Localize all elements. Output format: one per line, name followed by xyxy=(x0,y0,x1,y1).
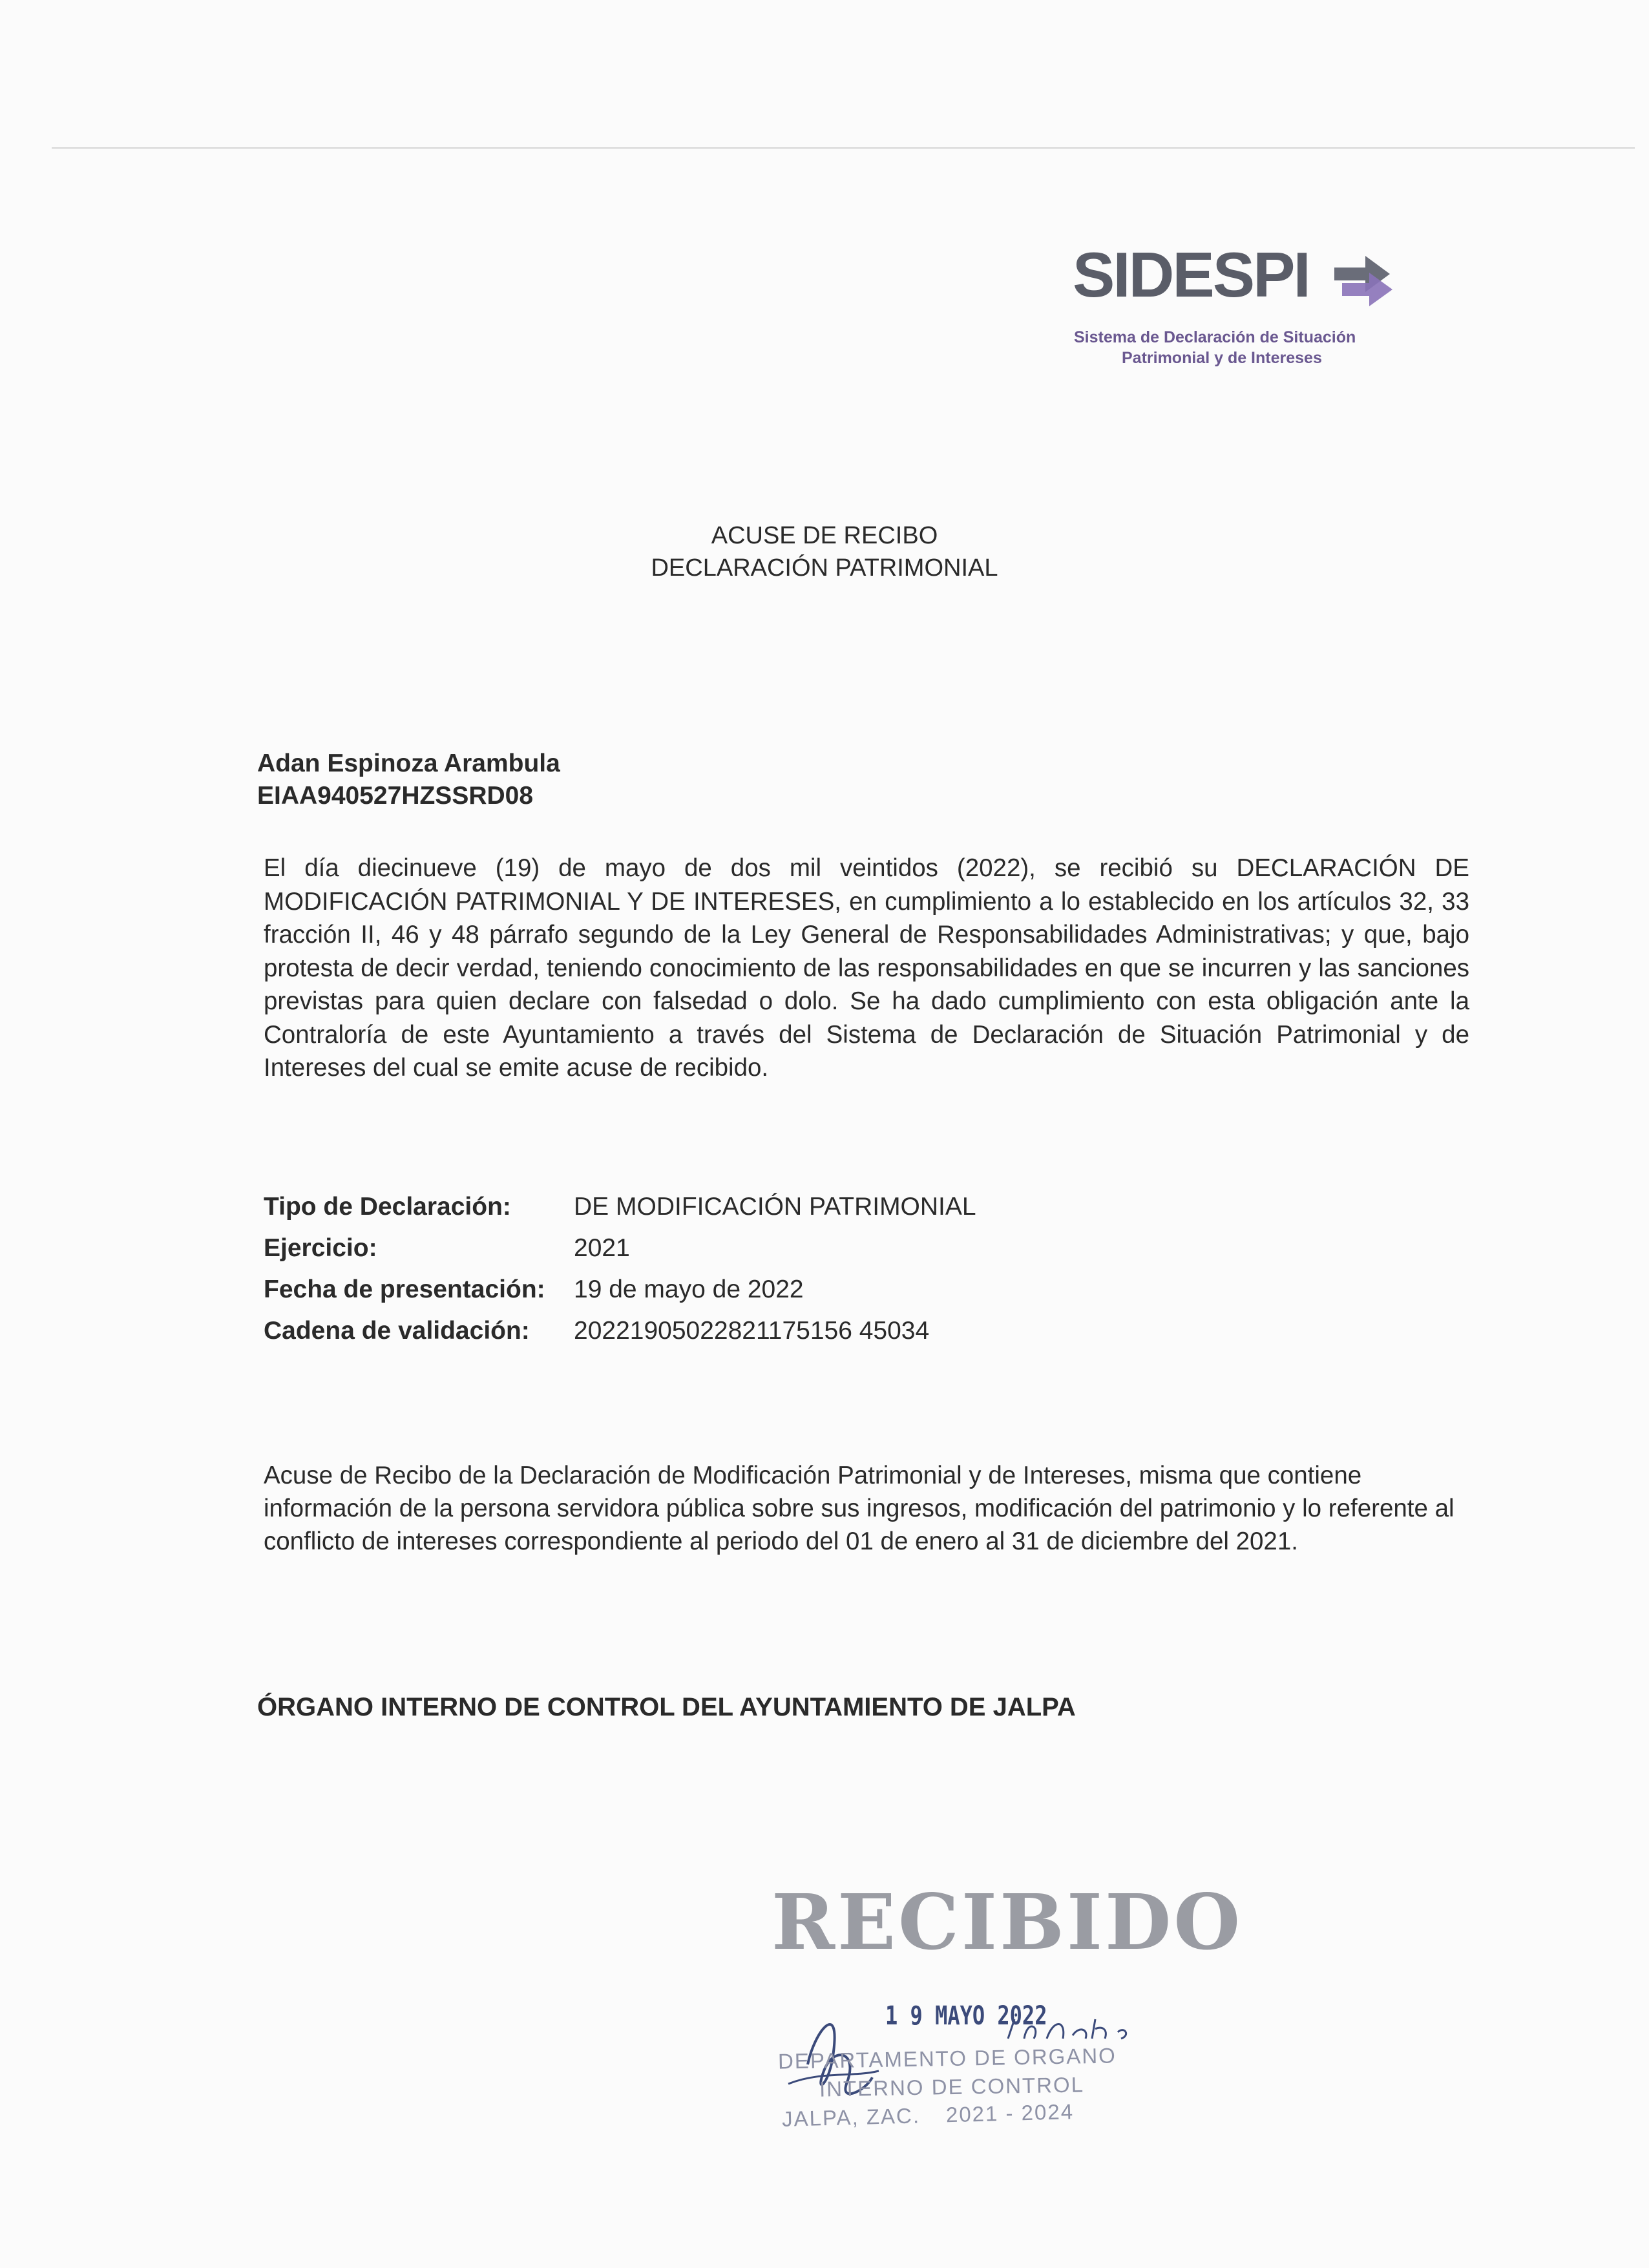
detail-value: 19 de mayo de 2022 xyxy=(574,1276,804,1303)
stamp-word: RECIBIDO xyxy=(772,1877,1243,1967)
stamp-city: JALPA, ZAC. xyxy=(781,2103,921,2131)
page-subtitle: DECLARACIÓN PATRIMONIAL xyxy=(651,554,998,582)
recipient-id: EIAA940527HZSSRD08 xyxy=(257,782,534,810)
issuing-organ: ÓRGANO INTERNO DE CONTROL DEL AYUNTAMIENTO DE JALPA xyxy=(257,1693,1076,1721)
sidespi-logo xyxy=(1073,239,1409,375)
stamp-department: DEPARTAMENTO DE ORGANO xyxy=(777,2043,1117,2074)
logo-wordmark: SIDESPI xyxy=(1073,239,1309,310)
stamp-years: 2021 - 2024 xyxy=(945,2099,1075,2127)
body-paragraph-2: Acuse de Recibo de la Declaración de Modificación Patrimonial y de Intereses, misma que contiene información de la persona servidora pública sobre sus ingresos, modificación del patrimonio y lo referente al conflicto de intereses correspondiente al periodo del 01 de enero al 31 de diciembre del 2021. xyxy=(264,1462,1455,1555)
detail-value: 20221905022821175156 45034 xyxy=(574,1317,930,1345)
page-title: ACUSE DE RECIBO xyxy=(711,522,938,549)
received-stamp xyxy=(769,1877,1243,2136)
detail-label: Fecha de presentación: xyxy=(264,1276,545,1303)
recipient-name: Adan Espinoza Arambula xyxy=(257,750,560,777)
logo-subtitle-line1: Sistema de Declaración de Situación xyxy=(1074,328,1356,346)
detail-value: 2021 xyxy=(574,1234,630,1262)
top-rule xyxy=(52,147,1635,149)
detail-label: Tipo de Declaración: xyxy=(264,1193,511,1221)
double-arrow-icon xyxy=(1328,243,1399,314)
body-paragraph-1: El día diecinueve (19) de mayo de dos mil veintidos (2022), se recibió su DECLARACIÓN DE MODIFICACIÓN PATRIMONIAL Y DE INTERESES, en cumplimiento a lo establecido en los artículos 32, 33 fracción II, 46 y 48 párrafo segundo de la Ley General de Responsabilidades Administrativas; y que, bajo protesta de decir verdad, teniendo conocimiento de las responsabilidades en que se incurren y las sanciones previstas para quien declare con falsedad o dolo. Se ha dado cumplimiento con esta obligación ante la Contraloría de este Ayuntamiento a través del Sistema de Declaración de Situación Patrimonial y de Intereses del cual se emite acuse de recibido. xyxy=(264,854,1469,1082)
stamp-date: 1 9 MAYO 2022 xyxy=(885,2001,1047,2031)
stamp-unit: INTERNO DE CONTROL xyxy=(819,2072,1085,2101)
logo-subtitle-line2: Patrimonial y de Intereses xyxy=(1122,349,1322,367)
detail-label: Cadena de validación: xyxy=(264,1317,530,1345)
detail-label: Ejercicio: xyxy=(264,1234,377,1262)
detail-value: DE MODIFICACIÓN PATRIMONIAL xyxy=(574,1193,976,1221)
